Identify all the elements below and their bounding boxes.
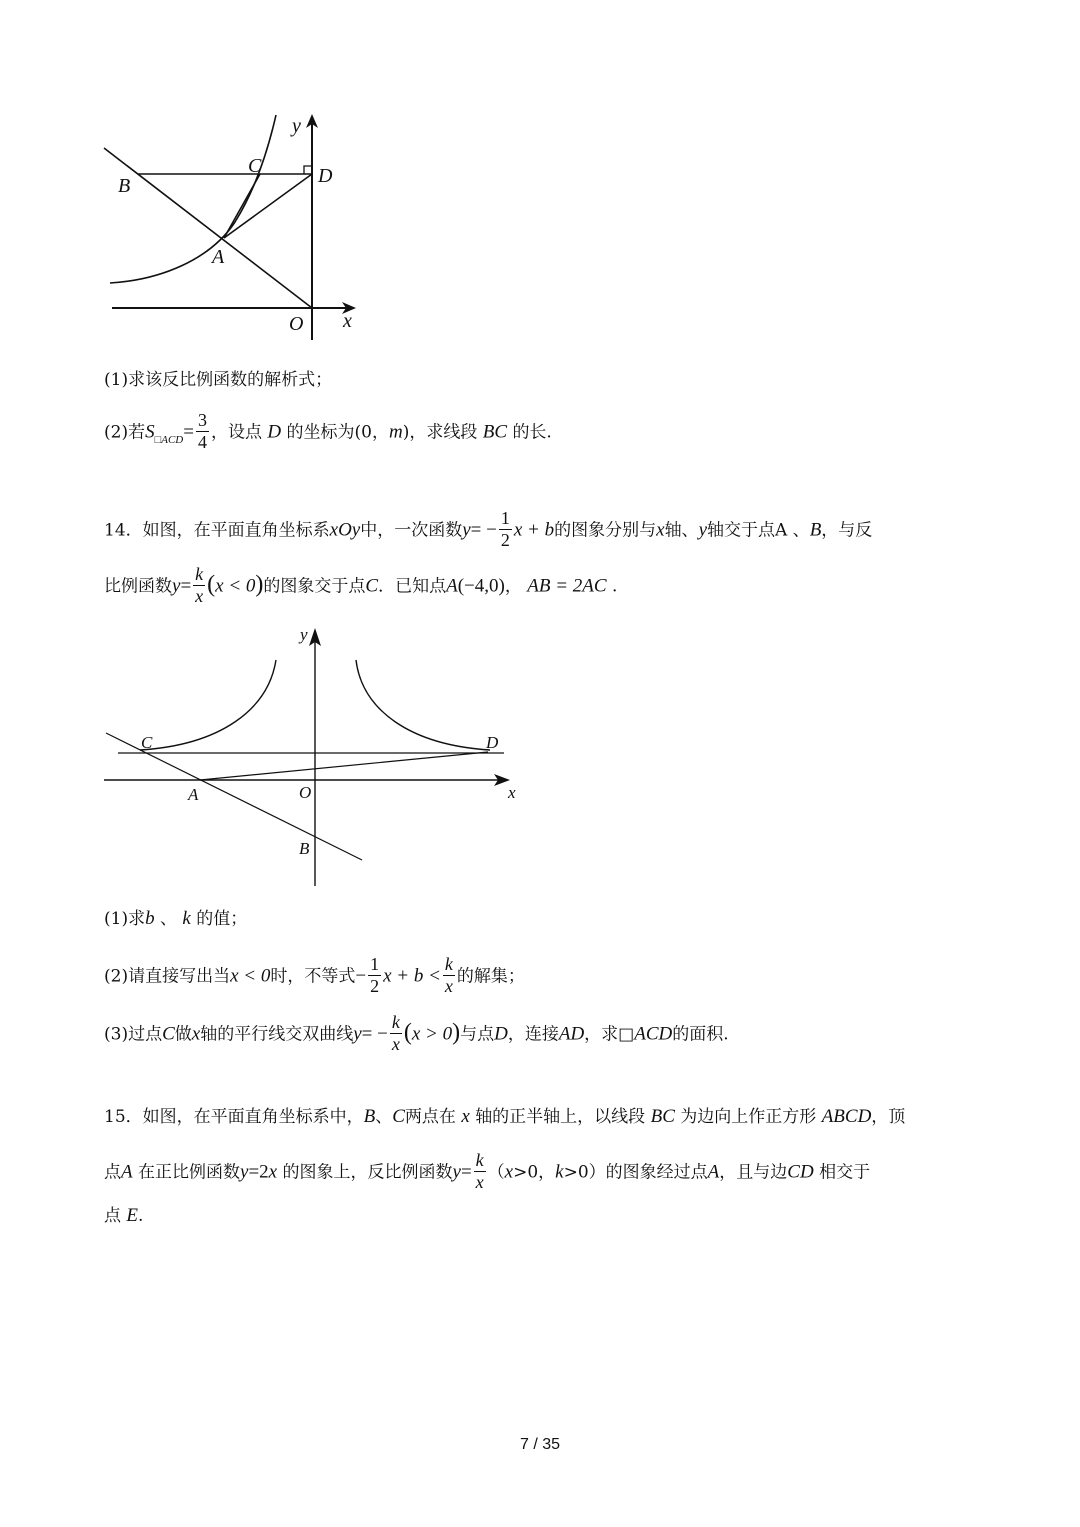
q13-part2 — [104, 412, 552, 454]
right-angle-mark — [304, 166, 312, 174]
fraction-half — [368, 954, 381, 996]
figure-1 — [100, 110, 370, 350]
q14-part3-e: 与点 — [460, 1024, 495, 1045]
label-a: A — [212, 246, 225, 268]
k-var: k — [182, 908, 191, 929]
a-var: A — [446, 575, 458, 597]
q13-coord-close: )，求线段 — [402, 422, 478, 443]
q15-l2-h: 相交于 — [819, 1162, 871, 1183]
x-var: x — [191, 1023, 201, 1045]
q15-l2-e: >0， — [513, 1162, 556, 1183]
fraction-denominator: x — [195, 585, 204, 606]
q14-part2-c: 的解集； — [456, 966, 525, 987]
q14-part2 — [104, 956, 525, 998]
q15-l1-f: 为边向上作正方形 — [680, 1107, 817, 1127]
q14-line2 — [104, 566, 617, 608]
a-var: A — [121, 1161, 133, 1183]
fraction-denominator: x — [444, 975, 453, 996]
condition: x < 0 — [230, 965, 271, 987]
acd-var: ACD — [634, 1023, 673, 1045]
ab-equation: AB = 2AC — [527, 575, 607, 597]
y-var: y — [240, 1161, 249, 1183]
q14-part1 — [104, 909, 247, 928]
x-var: x — [268, 1161, 278, 1183]
area-symbol: S — [145, 421, 155, 443]
q15-l2-b: 在正比例函数 — [138, 1162, 241, 1183]
q14-intro-a: 14．如图，在平面直角坐标系 — [104, 520, 330, 541]
fraction-k-over-x — [443, 954, 455, 996]
paren-close: ) — [255, 571, 264, 598]
q15-l2-c: 的图象上，反比例函数 — [282, 1162, 453, 1183]
hyperbola-curve — [110, 115, 276, 283]
a-coord: (−4,0) — [457, 575, 505, 597]
label-y: y — [292, 115, 301, 137]
point-d-var: D — [267, 421, 282, 443]
q14-line2-a: 比例函数 — [104, 576, 172, 597]
fraction-denominator: x — [475, 1171, 484, 1192]
q14-part2-b: 时，不等式 — [270, 966, 356, 987]
c-var: C — [365, 575, 379, 597]
equals-sign: = — [183, 421, 194, 443]
label-c: C — [141, 733, 153, 752]
ad-var: AD — [558, 1023, 585, 1045]
fraction-k-over-x — [193, 564, 205, 606]
q15-line3 — [104, 1206, 143, 1225]
q14-part3 — [104, 1014, 729, 1056]
fraction-k-over-x — [390, 1012, 402, 1054]
d-var: D — [494, 1023, 508, 1045]
fraction-numerator: k — [475, 1150, 484, 1170]
q15-l1-g: ，顶 — [871, 1107, 906, 1127]
q14-line2-c: ．已知点 — [378, 576, 447, 597]
fraction-half — [499, 508, 512, 550]
y-var: y — [353, 1023, 362, 1045]
label-y: y — [300, 625, 308, 644]
b-var: B — [363, 1106, 376, 1127]
q14-part3-f: ，连接 — [507, 1024, 559, 1045]
q14-intro-d: 轴、 — [664, 520, 699, 541]
equals-sign: = — [460, 1161, 472, 1183]
condition: x > 0 — [411, 1023, 453, 1045]
label-d: D — [318, 165, 333, 187]
q14-part3-h: 的面积. — [672, 1024, 729, 1045]
comma: ， — [504, 576, 522, 597]
q14-part3-a: (3)过点 — [104, 1024, 163, 1045]
label-c: C — [248, 155, 262, 177]
q15-l2-a: 点 — [104, 1162, 121, 1183]
q15-l2-g: ，且与边 — [719, 1162, 788, 1183]
label-d: D — [486, 733, 499, 752]
eq-minus: = − — [361, 1023, 388, 1045]
hyperbola-left — [140, 660, 276, 750]
separator: 、 — [375, 1107, 393, 1127]
fraction-denominator: 4 — [197, 431, 207, 452]
q14-part3-g: ，求□ — [584, 1024, 635, 1045]
y-var: y — [172, 575, 181, 597]
q14-part3-b: 做 — [174, 1024, 192, 1045]
fraction-denominator: 2 — [500, 529, 510, 550]
q14-line1 — [104, 510, 872, 552]
x-var: x — [504, 1161, 514, 1183]
segment-ad — [200, 752, 488, 780]
y-var: y — [452, 1161, 461, 1183]
bc-var: BC — [650, 1106, 675, 1127]
q13-coord-text: 的坐标为(0， — [286, 422, 389, 443]
q15-l1-e: 轴的正半轴上，以线段 — [475, 1107, 646, 1127]
paren-close: ) — [452, 1019, 461, 1046]
k-var: k — [555, 1161, 564, 1183]
q15-l3-a: 点 — [104, 1206, 121, 1226]
abcd-var: ABCD — [821, 1106, 872, 1127]
q13-part1: (1)求该反比例函数的解析式； — [104, 370, 333, 390]
fraction-three-quarters — [196, 410, 209, 452]
area-subscript: □ACD — [154, 433, 184, 446]
xb-expr: x + b — [513, 519, 555, 541]
fraction-numerator: k — [195, 564, 204, 584]
b-var: B — [809, 519, 822, 541]
q15-l2-f: >0）的图象经过点 — [563, 1162, 708, 1183]
q15-line2 — [104, 1152, 870, 1194]
label-x: x — [508, 783, 516, 802]
m-var: m — [388, 421, 403, 443]
q14-intro-c: 的图象分别与 — [554, 520, 657, 541]
minus-sign: − — [355, 965, 367, 987]
condition: x < 0 — [215, 575, 256, 597]
equals-sign: = — [180, 575, 192, 597]
paren-open: ( — [207, 571, 216, 598]
line-cab — [106, 733, 362, 860]
label-o: O — [289, 313, 304, 335]
x-var: x — [656, 519, 665, 541]
fraction-denominator: 2 — [370, 975, 380, 996]
q15-line1 — [104, 1107, 905, 1126]
q15-l1-a: 15．如图，在平面直角坐标系中， — [104, 1107, 364, 1127]
eq-two: =2 — [248, 1161, 269, 1183]
fraction-numerator: k — [391, 1012, 400, 1032]
q14-intro-e: 轴交于点A 、 — [707, 520, 810, 541]
label-o: O — [299, 783, 312, 802]
line-bao — [104, 148, 312, 308]
x-var: x — [461, 1106, 470, 1127]
label-b: B — [118, 175, 131, 197]
xb-expr: x + b < — [383, 965, 441, 987]
q15-l1-d: 两点在 — [404, 1107, 456, 1127]
c-var: C — [162, 1023, 175, 1045]
a-var: A — [707, 1161, 720, 1183]
q14-intro-b: 中，一次函数 — [360, 520, 463, 541]
e-var: E — [126, 1205, 139, 1226]
q14-part1-e: 的值； — [196, 909, 248, 929]
page-number: 7 / 35 — [519, 1436, 561, 1453]
q13-part2-end: 的长. — [512, 422, 552, 443]
b-var: b — [145, 908, 155, 929]
fraction-numerator: 1 — [370, 954, 380, 974]
y-var: y — [698, 519, 707, 541]
bc-var: BC — [482, 421, 508, 443]
segment-ad — [224, 174, 312, 238]
eq-minus: = − — [470, 519, 497, 541]
c-var: C — [392, 1106, 405, 1127]
fraction-k-over-x — [474, 1150, 486, 1192]
cd-var: CD — [787, 1161, 814, 1183]
q14-line2-b: 的图象交于点 — [263, 576, 366, 597]
label-b: B — [299, 839, 310, 858]
paren-open: ( — [403, 1019, 412, 1046]
fraction-denominator: x — [391, 1033, 400, 1054]
hyperbola-right — [356, 660, 490, 750]
y-var: y — [462, 519, 471, 541]
fraction-numerator: 3 — [197, 410, 207, 430]
figure-2 — [100, 620, 530, 890]
q13-part2-prefix: (2)若 — [104, 422, 146, 443]
period: . — [138, 1206, 144, 1226]
fraction-numerator: 1 — [500, 508, 510, 528]
q14-intro-f: ，与反 — [821, 520, 873, 541]
q13-part2-mid: ，设点 — [210, 422, 262, 443]
q14-part2-a: (2)请直接写出当 — [104, 966, 231, 987]
period: . — [611, 576, 618, 597]
xoy-var: xOy — [329, 519, 361, 541]
fraction-numerator: k — [444, 954, 453, 974]
q15-l2-d: （ — [487, 1162, 505, 1183]
q14-part1-a: (1)求 — [104, 909, 146, 929]
label-a: A — [188, 785, 199, 804]
separator: 、 — [160, 909, 177, 929]
label-x: x — [343, 310, 352, 332]
q14-part3-d: 轴的平行线交双曲线 — [200, 1024, 354, 1045]
